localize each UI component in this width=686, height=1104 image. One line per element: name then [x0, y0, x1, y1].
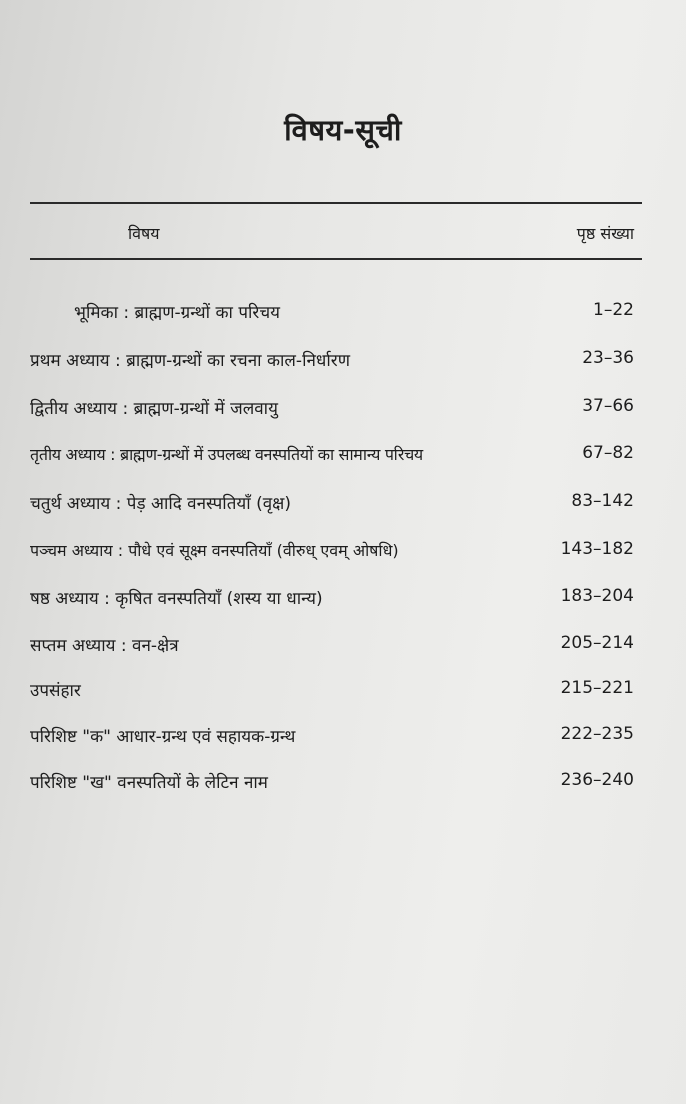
page-title: विषय-सूची — [284, 113, 402, 147]
toc-entry-title: परिशिष्ट "ख" वनस्पतियों के लेटिन नाम — [30, 773, 268, 793]
toc-entry-pages: 1–22 — [593, 300, 634, 320]
toc-entry-title: द्वितीय अध्याय : ब्राह्मण-ग्रन्थों में जलवायु — [30, 399, 278, 419]
toc-entry — [0, 443, 686, 469]
toc-entry-title: षष्ठ अध्याय : कृषित वनस्पतियाँ (शस्य या धान्य) — [30, 589, 323, 609]
toc-entry — [0, 678, 686, 704]
toc-entry — [0, 586, 686, 612]
toc-entry — [0, 539, 686, 565]
toc-entry-title: उपसंहार — [30, 681, 81, 701]
toc-entry-pages: 23–36 — [582, 348, 634, 368]
toc-entry — [0, 491, 686, 517]
toc-entry-title: प्रथम अध्याय : ब्राह्मण-ग्रन्थों का रचना काल-निर्धारण — [30, 351, 351, 371]
toc-entry-pages: 143–182 — [560, 539, 634, 559]
page-number-column-header: पृष्ठ संख्या — [576, 224, 634, 243]
toc-entry — [0, 300, 686, 326]
toc-entry-pages: 215–221 — [560, 678, 634, 698]
toc-entry-pages: 183–204 — [560, 586, 634, 606]
toc-entry-pages: 236–240 — [560, 770, 634, 790]
subject-column-header: विषय — [128, 224, 160, 243]
toc-entry-title: तृतीय अध्याय : ब्राह्मण-ग्रन्थों में उपलब्ध वनस्पतियों का सामान्य परिचय — [30, 445, 423, 464]
toc-entry — [0, 348, 686, 374]
toc-entry — [0, 724, 686, 750]
toc-entry-pages: 205–214 — [560, 633, 634, 653]
toc-entry — [0, 633, 686, 659]
toc-entry-pages: 83–142 — [571, 491, 634, 511]
toc-entry-title: सप्तम अध्याय : वन-क्षेत्र — [30, 636, 179, 656]
toc-entry-title: पञ्चम अध्याय : पौधे एवं सूक्ष्म वनस्पतियाँ (वीरुध् एवम् ओषधि) — [30, 541, 399, 560]
toc-entry — [0, 770, 686, 796]
toc-entry-title: परिशिष्ट "क" आधार-ग्रन्थ एवं सहायक-ग्रन्थ — [30, 727, 296, 747]
toc-entry-pages: 67–82 — [582, 443, 634, 463]
toc-entry-pages: 222–235 — [560, 724, 634, 744]
toc-entry-title: चतुर्थ अध्याय : पेड़ आदि वनस्पतियाँ (वृक्ष) — [30, 494, 291, 514]
toc-entry-title: भूमिका : ब्राह्मण-ग्रन्थों का परिचय — [74, 303, 280, 323]
header-top-rule — [30, 202, 642, 204]
toc-entry — [0, 396, 686, 422]
header-bottom-rule — [30, 258, 642, 260]
toc-entry-pages: 37–66 — [582, 396, 634, 416]
